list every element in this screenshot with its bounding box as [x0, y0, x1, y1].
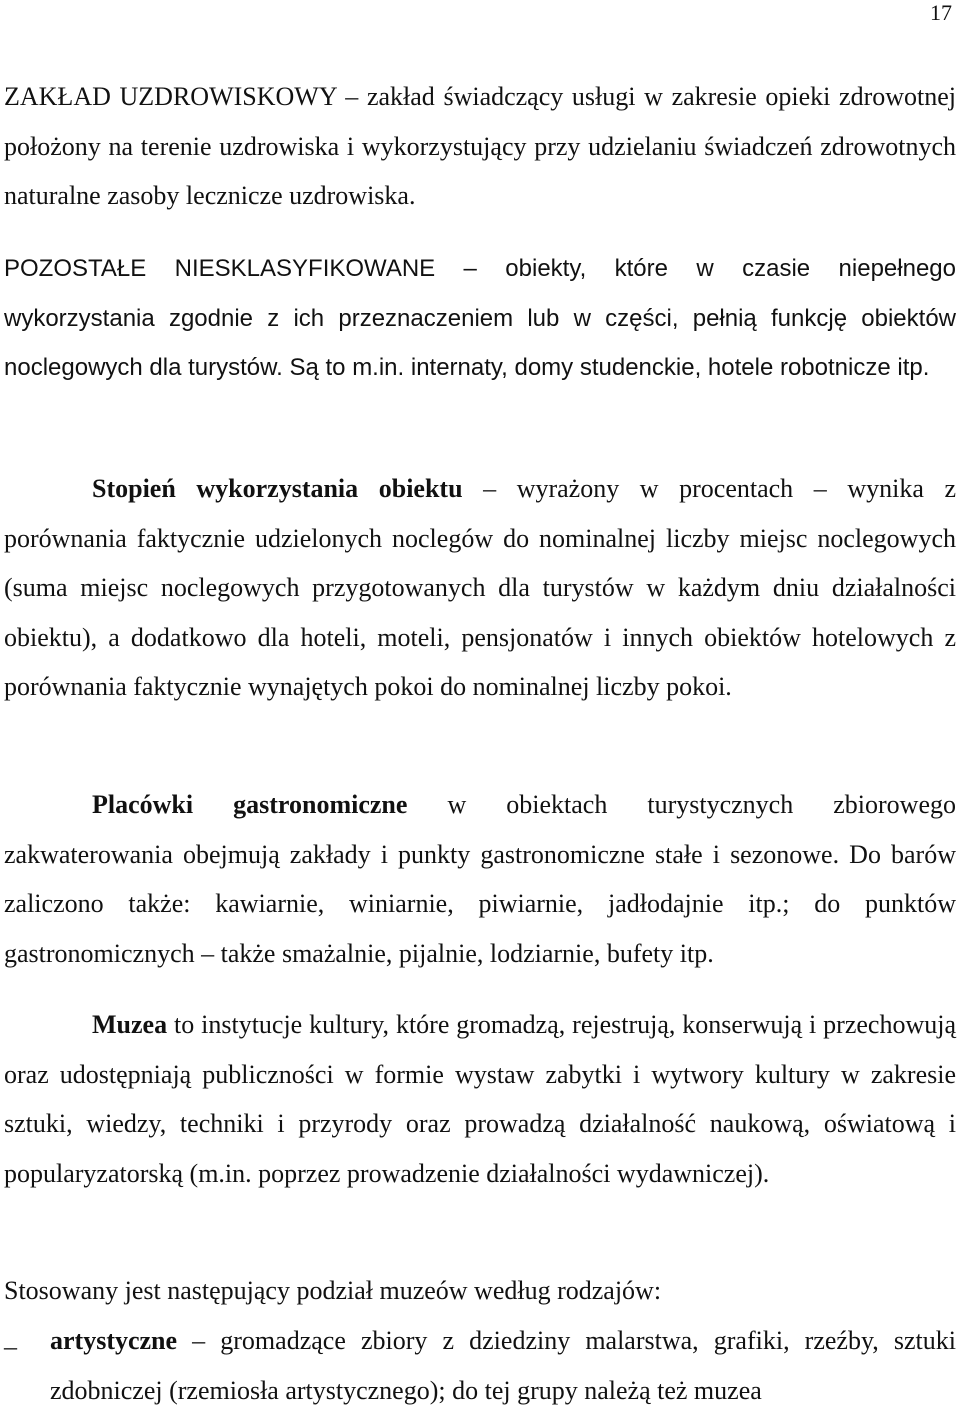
term-placowki-gastronomiczne: Placówki gastronomiczne: [92, 790, 408, 819]
paragraph-pozostale-niesklasyfikowane: POZOSTAŁE NIESKLASYFIKOWANE – obiekty, które w czasie niepełnego wykorzystania zgodnie z ich przeznaczeniem lub w części, pełnią funkcję obiektów noclegowych dla turystów. Są to m.in. internaty, domy studenckie, hotele robotnicze itp.: [4, 255, 956, 381]
paragraph-placowki-gastronomiczne: Placówki gastronomiczne w obiektach turystycznych zbiorowego zakwaterowania obejmują zakłady i punkty gastronomiczne stałe i sezonowe. Do barów zaliczono także: kawiarnie, winiarnie, piwiarnie, jadłodajnie itp.; do punktów gastronomicznych – także smażalnie, pijalnie, lodziarnie, bufety itp.: [4, 790, 956, 968]
paragraph-muzea: Muzea to instytucje kultury, które gromadzą, rejestrują, konserwują i przechowują oraz udostępniają publiczności w formie wystaw zabytki i wytwory kultury w zakresie sztuki, wiedzy, techniki i przyrody oraz prowadzą działalność naukową, oświatową i popularyzatorską (m.in. poprzez prowadzenie działalności wydawniczej).: [4, 1010, 956, 1188]
paragraph-zaklad-uzdrowiskowy: ZAKŁAD UZDROWISKOWY – zakład świadczący usługi w zakresie opieki zdrowotnej położony na terenie uzdrowiska i wykorzystujący przy udzielaniu świadczeń zdrowotnych naturalne zasoby lecznicze uzdrowiska.: [4, 82, 956, 210]
page-number: 17: [930, 0, 952, 25]
paragraph-podzial-muzeow: Stosowany jest następujący podział muzeów według rodzajów:: [4, 1276, 662, 1305]
list-bullet-dash: –: [4, 1332, 17, 1361]
list-item-artystyczne: artystyczne – gromadzące zbiory z dziedziny malarstwa, grafiki, rzeźby, sztuki zdobniczej (rzemiosła artystycznego); do tej grupy należą też muzea: [50, 1326, 956, 1405]
paragraph-stopien-wykorzystania: Stopień wykorzystania obiektu – wyrażony w procentach – wynika z porównania faktycznie udzielonych noclegów do nominalnej liczby miejsc noclegowych (suma miejsc noclegowych przygotowanych dla turystów w każdym dniu działalności obiektu), a dodatkowo dla hoteli, moteli, pensjonatów i innych obiektów hotelowych z porównania faktycznie wynajętych pokoi do nominalnej liczby pokoi.: [4, 474, 956, 701]
term-muzea: Muzea: [92, 1010, 168, 1039]
term-artystyczne: artystyczne: [50, 1326, 178, 1355]
term-stopien-wykorzystania: Stopień wykorzystania obiektu: [92, 474, 463, 503]
